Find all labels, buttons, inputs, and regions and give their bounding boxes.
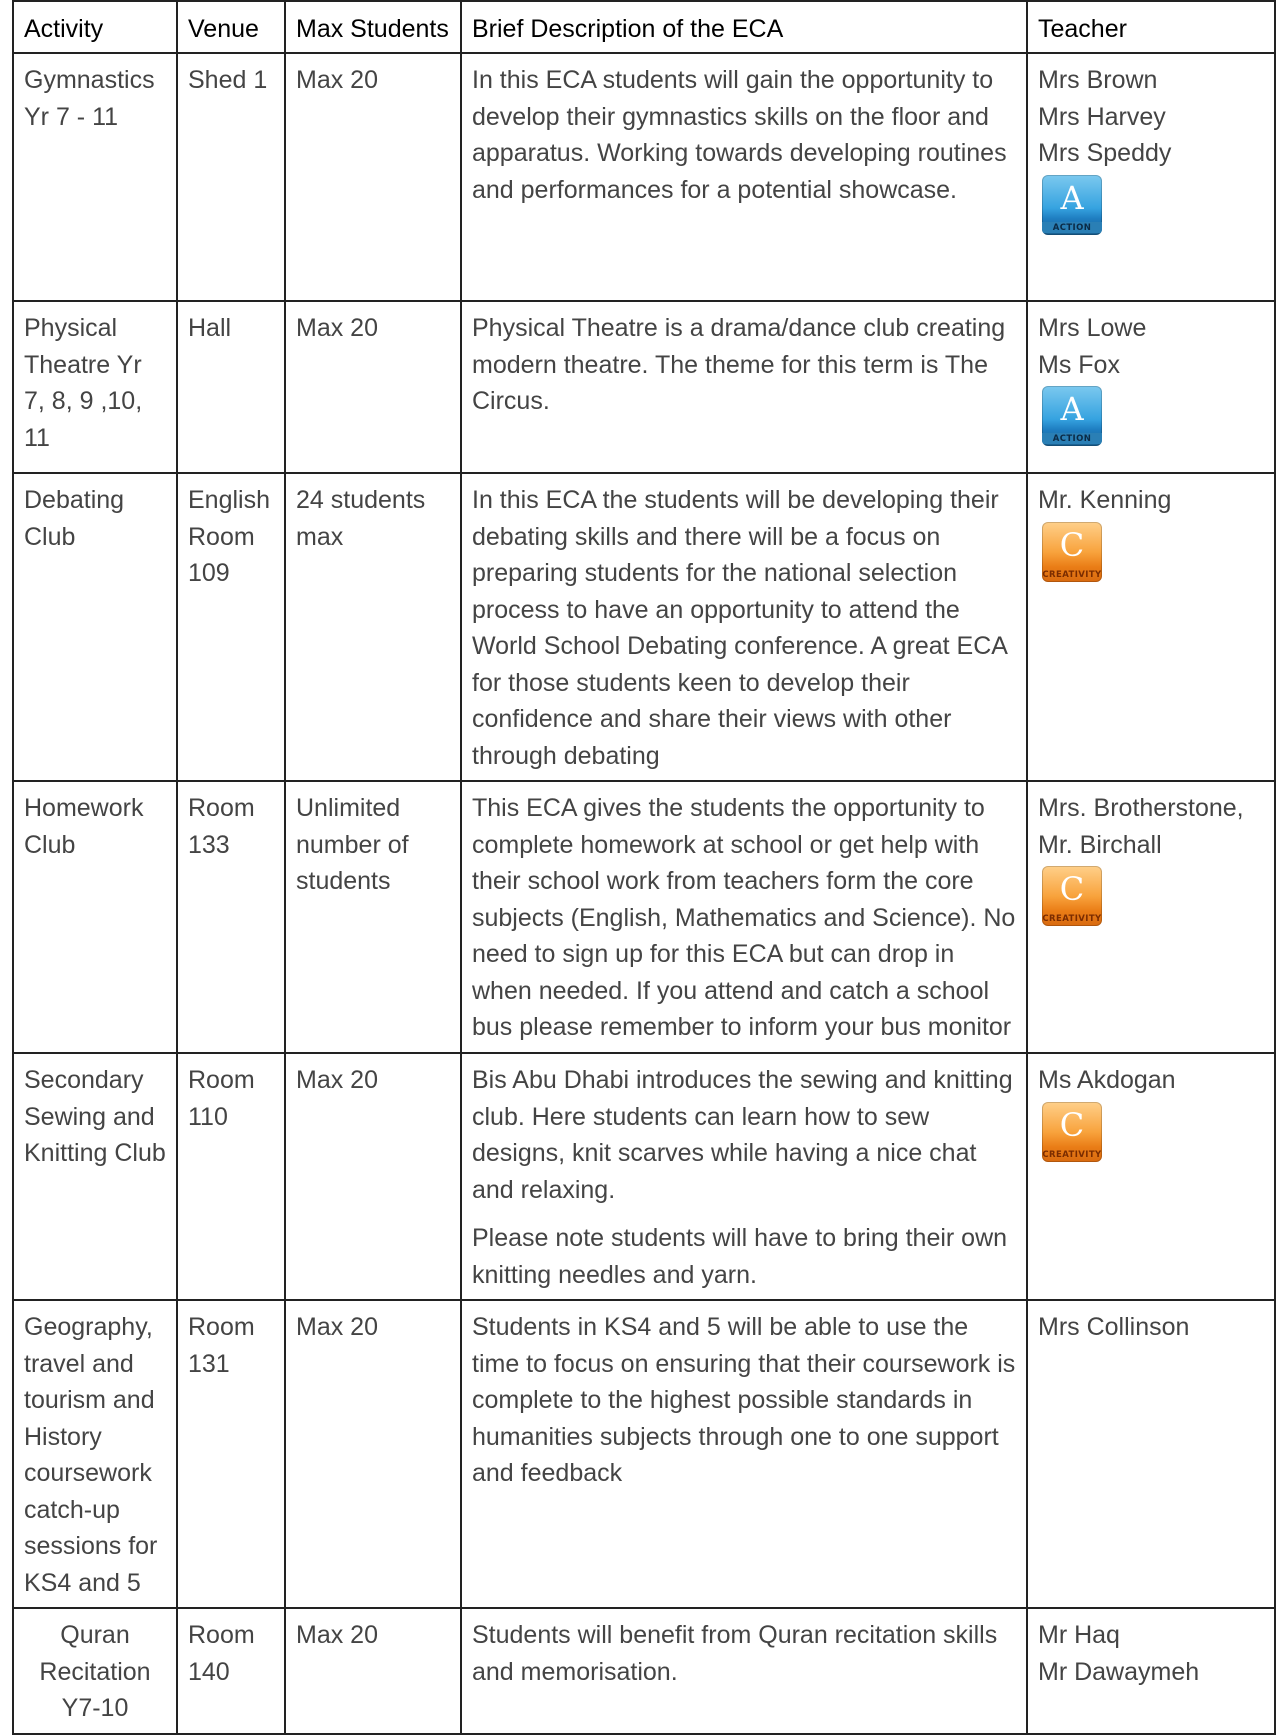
max-students-cell: 24 students max: [285, 473, 461, 781]
badge-word: ACTION: [1042, 433, 1102, 444]
max-students-cell: Max 20: [285, 301, 461, 473]
table-row: [13, 1608, 1275, 1734]
activity-cell: Secondary Sewing and Knitting Club: [13, 1053, 177, 1300]
max-students-cell: Max 20: [285, 1053, 461, 1300]
creativity-badge-icon: [1042, 866, 1102, 926]
max-students-cell: Max 20: [285, 1608, 461, 1734]
badge-word: CREATIVITY: [1042, 569, 1102, 580]
header-teacher: Teacher: [1027, 1, 1275, 53]
description-paragraph: Physical Theatre is a drama/dance club creating modern theatre. The theme for this term is The Circus.: [472, 314, 1006, 415]
header-max-students: Max Students: [285, 1, 461, 53]
description-cell: [461, 1053, 1027, 1300]
venue-cell: Room 140: [177, 1608, 285, 1734]
teacher-name: Mr Haq: [1038, 1621, 1120, 1649]
description-cell: [461, 53, 1027, 301]
badge-word: CREATIVITY: [1042, 1149, 1102, 1160]
header-description: Brief Description of the ECA: [461, 1, 1027, 53]
teacher-name: Ms Fox: [1038, 350, 1120, 379]
table-row: [13, 1053, 1275, 1300]
venue-cell: Room 133: [177, 781, 285, 1053]
teacher-cell: [1027, 1608, 1275, 1734]
teacher-name: Mr. Kenning: [1038, 486, 1172, 514]
badge-letter: C: [1059, 1105, 1085, 1144]
venue-cell: Room 131: [177, 1300, 285, 1608]
teacher-name: Mrs Collinson: [1038, 1313, 1190, 1341]
activity-cell: Debating Club: [13, 473, 177, 781]
description-paragraph: In this ECA students will gain the opportunity to develop their gymnastics skills on the floor and apparatus. Working towards developing routines and performances for a potential showcase.: [472, 66, 1007, 204]
teacher-name: Mr. Birchall: [1038, 830, 1162, 859]
teacher-name: Mrs Brown: [1038, 66, 1158, 94]
table-row: [13, 781, 1275, 1053]
table-row: [13, 473, 1275, 781]
description-paragraph: This ECA gives the students the opportunity to complete homework at school or get help with their school work from teachers form the core subjects (English, Mathematics and Science). No need to sign up for this ECA but can drop in when needed. If you attend and catch a school bus please remember to inform your bus monitor: [472, 794, 1016, 1041]
creativity-badge-icon: [1042, 522, 1102, 582]
teacher-name: Mrs Speddy: [1038, 139, 1172, 167]
header-activity: Activity: [13, 1, 177, 53]
teacher-cell: [1027, 53, 1275, 301]
activity-cell: Homework Club: [13, 781, 177, 1053]
table-row: [13, 301, 1275, 473]
action-badge-icon: [1042, 175, 1102, 235]
action-badge-icon: [1042, 386, 1102, 446]
activity-cell: Geography, travel and tourism and History coursework catch-up sessions for KS4 and 5: [13, 1300, 177, 1608]
teacher-name: Mr Dawaymeh: [1038, 1657, 1200, 1686]
badge-word: ACTION: [1042, 222, 1102, 233]
teacher-name: Mrs Lowe: [1038, 314, 1147, 342]
venue-cell: Hall: [177, 301, 285, 473]
teacher-name: Ms Akdogan: [1038, 1066, 1176, 1094]
badge-letter: C: [1059, 525, 1085, 564]
description-cell: [461, 781, 1027, 1053]
venue-cell: Room 110: [177, 1053, 285, 1300]
teacher-cell: [1027, 301, 1275, 473]
description-cell: [461, 301, 1027, 473]
eca-rows: [13, 53, 1275, 1734]
max-students-cell: Max 20: [285, 53, 461, 301]
venue-cell: English Room 109: [177, 473, 285, 781]
eca-table: [12, 0, 1276, 1735]
description-paragraph: Students in KS4 and 5 will be able to use the time to focus on ensuring that their coursework is complete to the highest possible standards in humanities subjects through one to one support and feedback: [472, 1313, 1016, 1487]
creativity-badge-icon: [1042, 1102, 1102, 1162]
max-students-cell: Unlimited number of students: [285, 781, 461, 1053]
teacher-name: Mrs Harvey: [1038, 102, 1166, 131]
description-paragraph: Bis Abu Dhabi introduces the sewing and knitting club. Here students can learn how to sew designs, knit scarves while having a nice chat and relaxing.: [472, 1066, 1013, 1204]
description-cell: [461, 1608, 1027, 1734]
badge-letter: C: [1059, 870, 1085, 908]
description-paragraph: Please note students will have to bring their own knitting needles and yarn.: [472, 1224, 1008, 1289]
badge-letter: A: [1060, 178, 1084, 217]
teacher-cell: [1027, 781, 1275, 1053]
max-students-cell: Max 20: [285, 1300, 461, 1608]
badge-word: CREATIVITY: [1042, 914, 1102, 924]
activity-cell: Gymnastics Yr 7 - 11: [13, 53, 177, 301]
header-row: [13, 1, 1275, 53]
teacher-cell: [1027, 473, 1275, 781]
teacher-name: Mrs. Brotherstone,: [1038, 794, 1244, 822]
description-cell: [461, 473, 1027, 781]
activity-cell: Quran Recitation Y7-10: [13, 1608, 177, 1734]
badge-letter: A: [1060, 390, 1084, 428]
header-venue: Venue: [177, 1, 285, 53]
description-paragraph: In this ECA the students will be developing their debating skills and there will be a focus on preparing students for the national selection process to have an opportunity to attend the World School Debating conference. A great ECA for those students keen to develop their confidence and share their views with other through debating: [472, 486, 1007, 770]
teacher-cell: [1027, 1300, 1275, 1608]
table-row: [13, 1300, 1275, 1608]
table-row: [13, 53, 1275, 301]
teacher-cell: [1027, 1053, 1275, 1300]
venue-cell: Shed 1: [177, 53, 285, 301]
description-cell: [461, 1300, 1027, 1608]
description-paragraph: Students will benefit from Quran recitation skills and memorisation.: [472, 1621, 998, 1686]
activity-cell: Physical Theatre Yr 7, 8, 9 ,10, 11: [13, 301, 177, 473]
